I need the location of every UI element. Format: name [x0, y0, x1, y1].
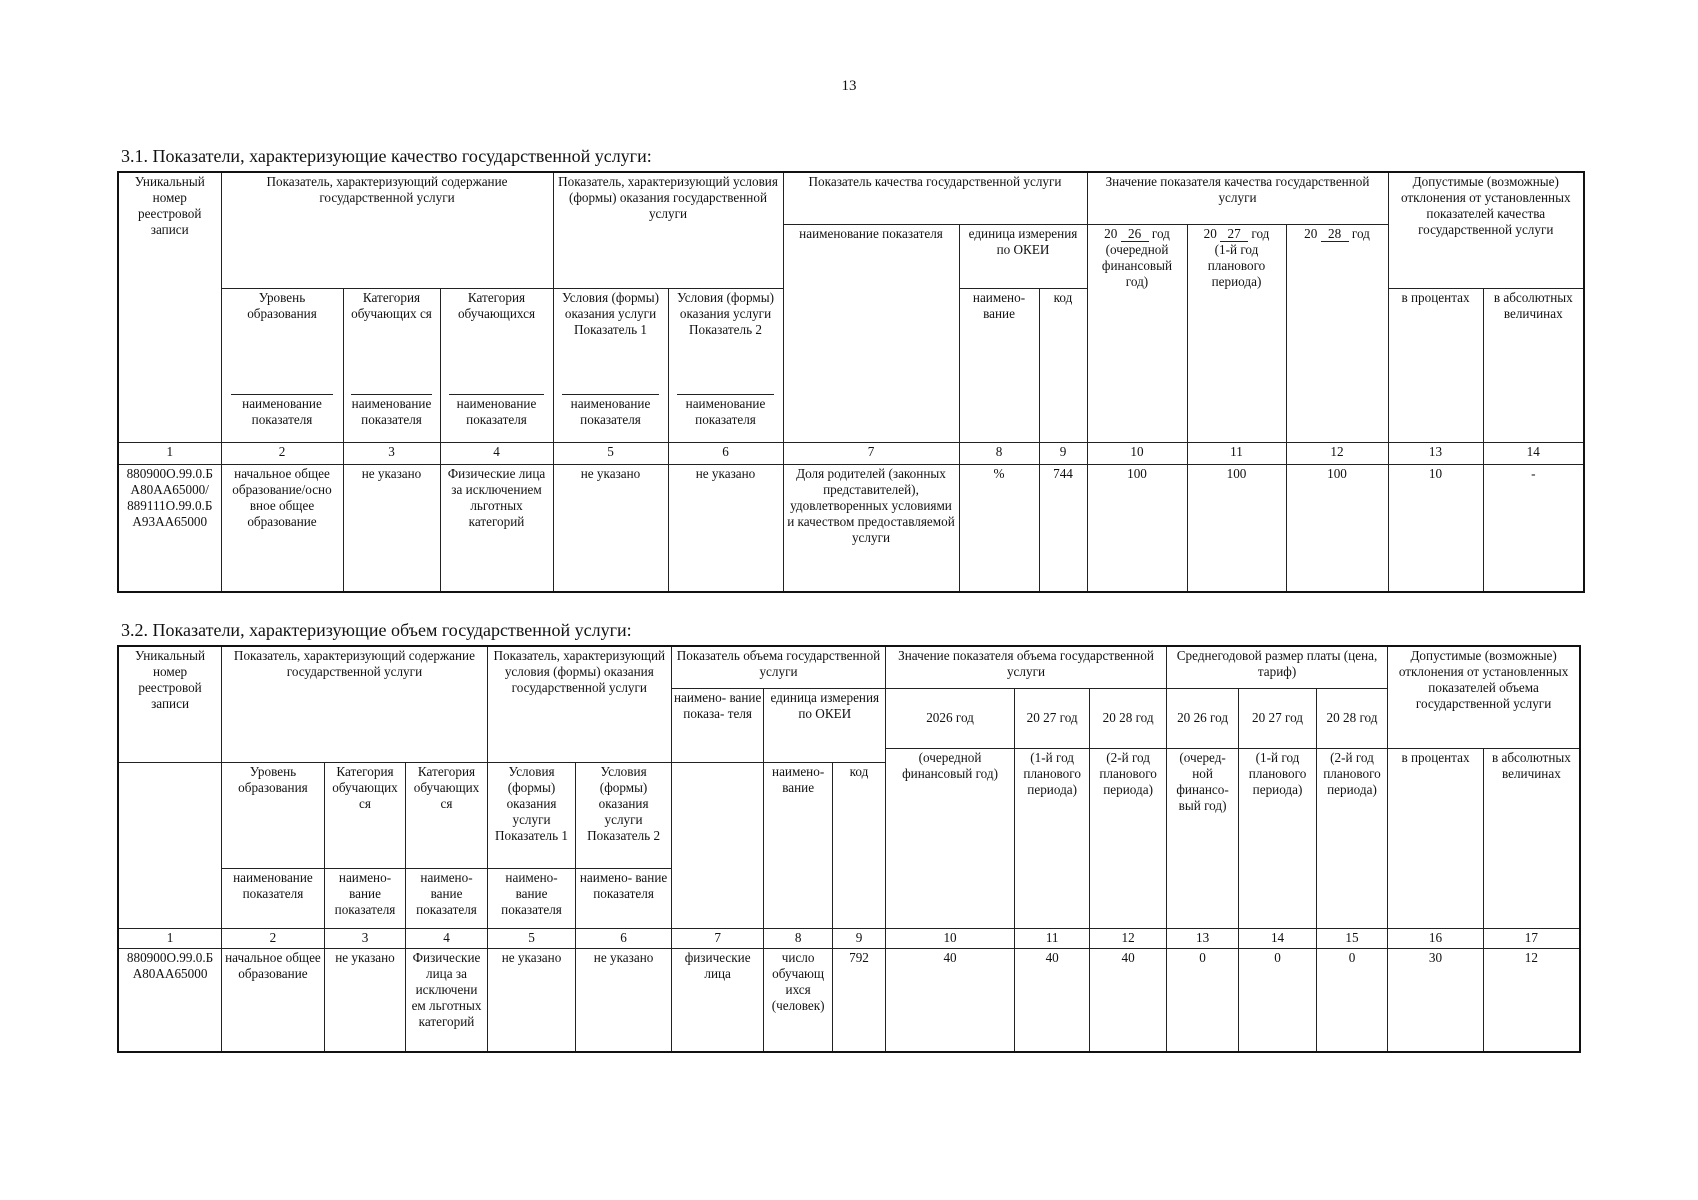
level-name-label: наименование показателя — [231, 394, 334, 428]
header-absolute: в абсолютных величинах — [1483, 748, 1580, 928]
header-percent: в процентах — [1388, 288, 1483, 442]
quality-section-title: 3.1. Показатели, характеризующие качество государственной услуги: — [121, 146, 652, 166]
column-number: 4 — [406, 928, 488, 948]
header-indicator-name: наимено- вание показа- теля — [671, 688, 764, 762]
header-content-indicator: Показатель, характеризующий содержание государственной услуги — [222, 646, 488, 762]
cell-value-1: 100 — [1087, 464, 1187, 592]
cell-condition-2: не указано — [668, 464, 783, 592]
cell-fee-2: 0 — [1239, 948, 1316, 1052]
header-absolute: в абсолютных величинах — [1483, 288, 1584, 442]
header-unit-okei: единица измерения по ОКЕИ — [959, 224, 1087, 288]
header-category-2 — [440, 288, 553, 442]
header-unique-record: Уникальный номер реестровой записи — [118, 646, 222, 762]
header-unique-blank — [118, 762, 222, 928]
cell-code: 792 — [832, 948, 885, 1052]
column-number: 10 — [1087, 442, 1187, 464]
cell-value-3: 40 — [1090, 948, 1166, 1052]
cell-record: 880900О.99.0.Б А80АА65000 — [118, 948, 222, 1052]
cell-category-2: Физические лица за исключением льготных категорий — [440, 464, 553, 592]
column-number: 13 — [1166, 928, 1238, 948]
condition-2-name-label: наименование показателя — [677, 394, 774, 428]
table-row — [118, 464, 1584, 592]
column-number: 12 — [1090, 928, 1166, 948]
column-number: 3 — [343, 442, 440, 464]
column-number: 3 — [324, 928, 406, 948]
category-2-name-label: наименование показателя — [449, 394, 544, 428]
cell-unit: число обучающ ихся (человек) — [764, 948, 832, 1052]
column-number: 6 — [576, 928, 672, 948]
cell-category-1: не указано — [324, 948, 406, 1052]
year-3-value: 28 — [1321, 227, 1349, 242]
cell-value-2: 40 — [1014, 948, 1089, 1052]
column-number: 2 — [222, 928, 325, 948]
column-number: 1 — [118, 928, 222, 948]
year-1-note: (очередной финансовый год) — [1101, 241, 1173, 289]
header-note-4: (очеред- ной финансо- вый год) — [1166, 748, 1238, 928]
condition-1-label: Условия (формы) оказания услуги Показатель 1 — [562, 289, 659, 337]
header-note-3: (2-й год планового периода) — [1090, 748, 1166, 928]
cell-condition-2: не указано — [576, 948, 672, 1052]
level-label: Уровень образования — [247, 289, 317, 321]
column-number: 16 — [1388, 928, 1484, 948]
column-number: 5 — [553, 442, 668, 464]
header-unit-okei: единица измерения по ОКЕИ — [764, 688, 886, 762]
column-number: 9 — [1039, 442, 1087, 464]
column-number: 8 — [764, 928, 832, 948]
year-1-value: 26 — [1121, 227, 1149, 242]
column-number: 1 — [118, 442, 221, 464]
cell-value-3: 100 — [1286, 464, 1388, 592]
header-condition-1-name: наимено- вание показателя — [487, 868, 576, 928]
header-fee-year-2027: 20 27 год — [1239, 688, 1316, 748]
header-fee-year-2028: 20 28 год — [1316, 688, 1387, 748]
header-condition-2-name: наимено- вание показателя — [576, 868, 672, 928]
header-quality-indicator: Показатель качества государственной услуги — [783, 172, 1087, 224]
header-category-1-name: наимено- вание показателя — [324, 868, 406, 928]
header-category-2-name: наимено- вание показателя — [406, 868, 488, 928]
cell-record: 880900О.99.0.Б А80АА65000/ 889111О.99.0.Б А93АА65000 — [118, 464, 221, 592]
cell-fee-1: 0 — [1166, 948, 1238, 1052]
column-number: 11 — [1014, 928, 1089, 948]
year-2-suffix: год — [1251, 225, 1270, 241]
header-condition-2: Условия (формы) оказания услуги Показатель 2 — [576, 762, 672, 868]
column-number: 2 — [221, 442, 343, 464]
header-unit-code: код — [832, 762, 885, 928]
header-note-6: (2-й год планового периода) — [1316, 748, 1387, 928]
column-number: 7 — [671, 928, 764, 948]
column-number: 14 — [1239, 928, 1316, 948]
column-number: 10 — [886, 928, 1015, 948]
volume-indicators-table — [117, 645, 1581, 1053]
column-number: 8 — [959, 442, 1039, 464]
category-1-name-label: наименование показателя — [351, 395, 432, 427]
header-category-2: Категория обучающих ся — [406, 762, 488, 868]
header-note-5: (1-й год планового периода) — [1239, 748, 1316, 928]
header-deviation: Допустимые (возможные) отклонения от установленных показателей объема государственной услуги — [1388, 646, 1580, 748]
header-note-1: (очередной финансовый год) — [886, 748, 1015, 928]
column-number: 5 — [487, 928, 576, 948]
column-number: 11 — [1187, 442, 1286, 464]
cell-level: начальное общее образование — [222, 948, 325, 1052]
category-1-label: Категория обучающих ся — [351, 289, 432, 321]
cell-absolute: 12 — [1483, 948, 1580, 1052]
header-conditions-indicator: Показатель, характеризующий условия (формы) оказания государственной услуги — [487, 646, 671, 762]
header-category-1 — [343, 288, 440, 442]
cell-level: начальное общее образование/осно вное общее образование — [221, 464, 343, 592]
header-year-2026: 2026 год — [886, 688, 1015, 748]
table-row — [118, 948, 1580, 1052]
column-number: 13 — [1388, 442, 1483, 464]
header-condition-1 — [553, 288, 668, 442]
header-indicator-blank — [671, 762, 764, 928]
cell-code: 744 — [1039, 464, 1087, 592]
header-volume-indicator: Показатель объема государственной услуги — [671, 646, 885, 688]
cell-fee-3: 0 — [1316, 948, 1387, 1052]
header-level-name: наименование показателя — [222, 868, 325, 928]
cell-absolute: - — [1483, 464, 1584, 592]
header-category-1: Категория обучающих ся — [324, 762, 406, 868]
header-unit-name: наимено- вание — [764, 762, 832, 928]
header-conditions-indicator: Показатель, характеризующий условия (формы) оказания государственной услуги — [553, 172, 783, 288]
cell-indicator: Доля родителей (законных представителей), удовлетворенных условиями и качеством предоставляемой услуги — [783, 464, 959, 592]
column-number: 15 — [1316, 928, 1387, 948]
header-indicator-name: наименование показателя — [783, 224, 959, 442]
condition-2-label: Условия (формы) оказания услуги Показатель 2 — [677, 289, 774, 337]
cell-percent: 30 — [1388, 948, 1484, 1052]
header-fee: Среднегодовой размер платы (цена, тариф) — [1166, 646, 1387, 688]
cell-condition-1: не указано — [487, 948, 576, 1052]
header-fee-year-2026: 20 26 год — [1166, 688, 1238, 748]
column-number: 17 — [1483, 928, 1580, 948]
page-number: 13 — [841, 78, 857, 94]
cell-category-2: Физические лица за исключени ем льготных категорий — [406, 948, 488, 1052]
header-year-3 — [1286, 224, 1388, 442]
cell-category-1: не указано — [343, 464, 440, 592]
column-number: 9 — [832, 928, 885, 948]
year-3-prefix: 20 — [1304, 225, 1318, 241]
cell-unit: % — [959, 464, 1039, 592]
header-percent: в процентах — [1388, 748, 1484, 928]
header-level: Уровень образования — [222, 762, 325, 868]
cell-condition-1: не указано — [553, 464, 668, 592]
year-3-suffix: год — [1351, 225, 1370, 241]
header-condition-1: Условия (формы) оказания услуги Показатель 1 — [487, 762, 576, 868]
cell-value-1: 40 — [886, 948, 1015, 1052]
year-2-value: 27 — [1220, 227, 1248, 242]
header-year-1 — [1087, 224, 1187, 442]
header-deviation: Допустимые (возможные) отклонения от установленных показателей качества государственной услуги — [1388, 172, 1584, 288]
header-quality-value: Значение показателя качества государственной услуги — [1087, 172, 1388, 224]
header-note-2: (1-й год планового периода) — [1014, 748, 1089, 928]
quality-indicators-table — [117, 171, 1585, 593]
header-unique-record: Уникальный номер реестровой записи — [118, 172, 221, 442]
cell-value-2: 100 — [1187, 464, 1286, 592]
volume-section-title: 3.2. Показатели, характеризующие объем государственной услуги: — [121, 620, 632, 640]
column-number: 14 — [1483, 442, 1584, 464]
header-year-2028: 20 28 год — [1090, 688, 1166, 748]
header-level — [221, 288, 343, 442]
header-content-indicator: Показатель, характеризующий содержание государственной услуги — [221, 172, 553, 288]
condition-1-name-label: наименование показателя — [562, 394, 659, 428]
header-volume-value: Значение показателя объема государственной услуги — [886, 646, 1167, 688]
header-unit-code: код — [1039, 288, 1087, 442]
category-2-label: Категория обучающихся — [457, 289, 536, 321]
header-unit-name: наимено- вание — [959, 288, 1039, 442]
column-number: 4 — [440, 442, 553, 464]
year-1-suffix: год — [1151, 225, 1170, 241]
header-year-2027: 20 27 год — [1014, 688, 1089, 748]
year-2-prefix: 20 — [1203, 225, 1217, 241]
column-number: 6 — [668, 442, 783, 464]
header-year-2 — [1187, 224, 1286, 442]
year-1-prefix: 20 — [1104, 225, 1118, 241]
column-number: 7 — [783, 442, 959, 464]
cell-percent: 10 — [1388, 464, 1483, 592]
year-2-note: (1-й год планового периода) — [1207, 241, 1266, 289]
cell-indicator: физические лица — [671, 948, 764, 1052]
header-condition-2 — [668, 288, 783, 442]
column-number: 12 — [1286, 442, 1388, 464]
